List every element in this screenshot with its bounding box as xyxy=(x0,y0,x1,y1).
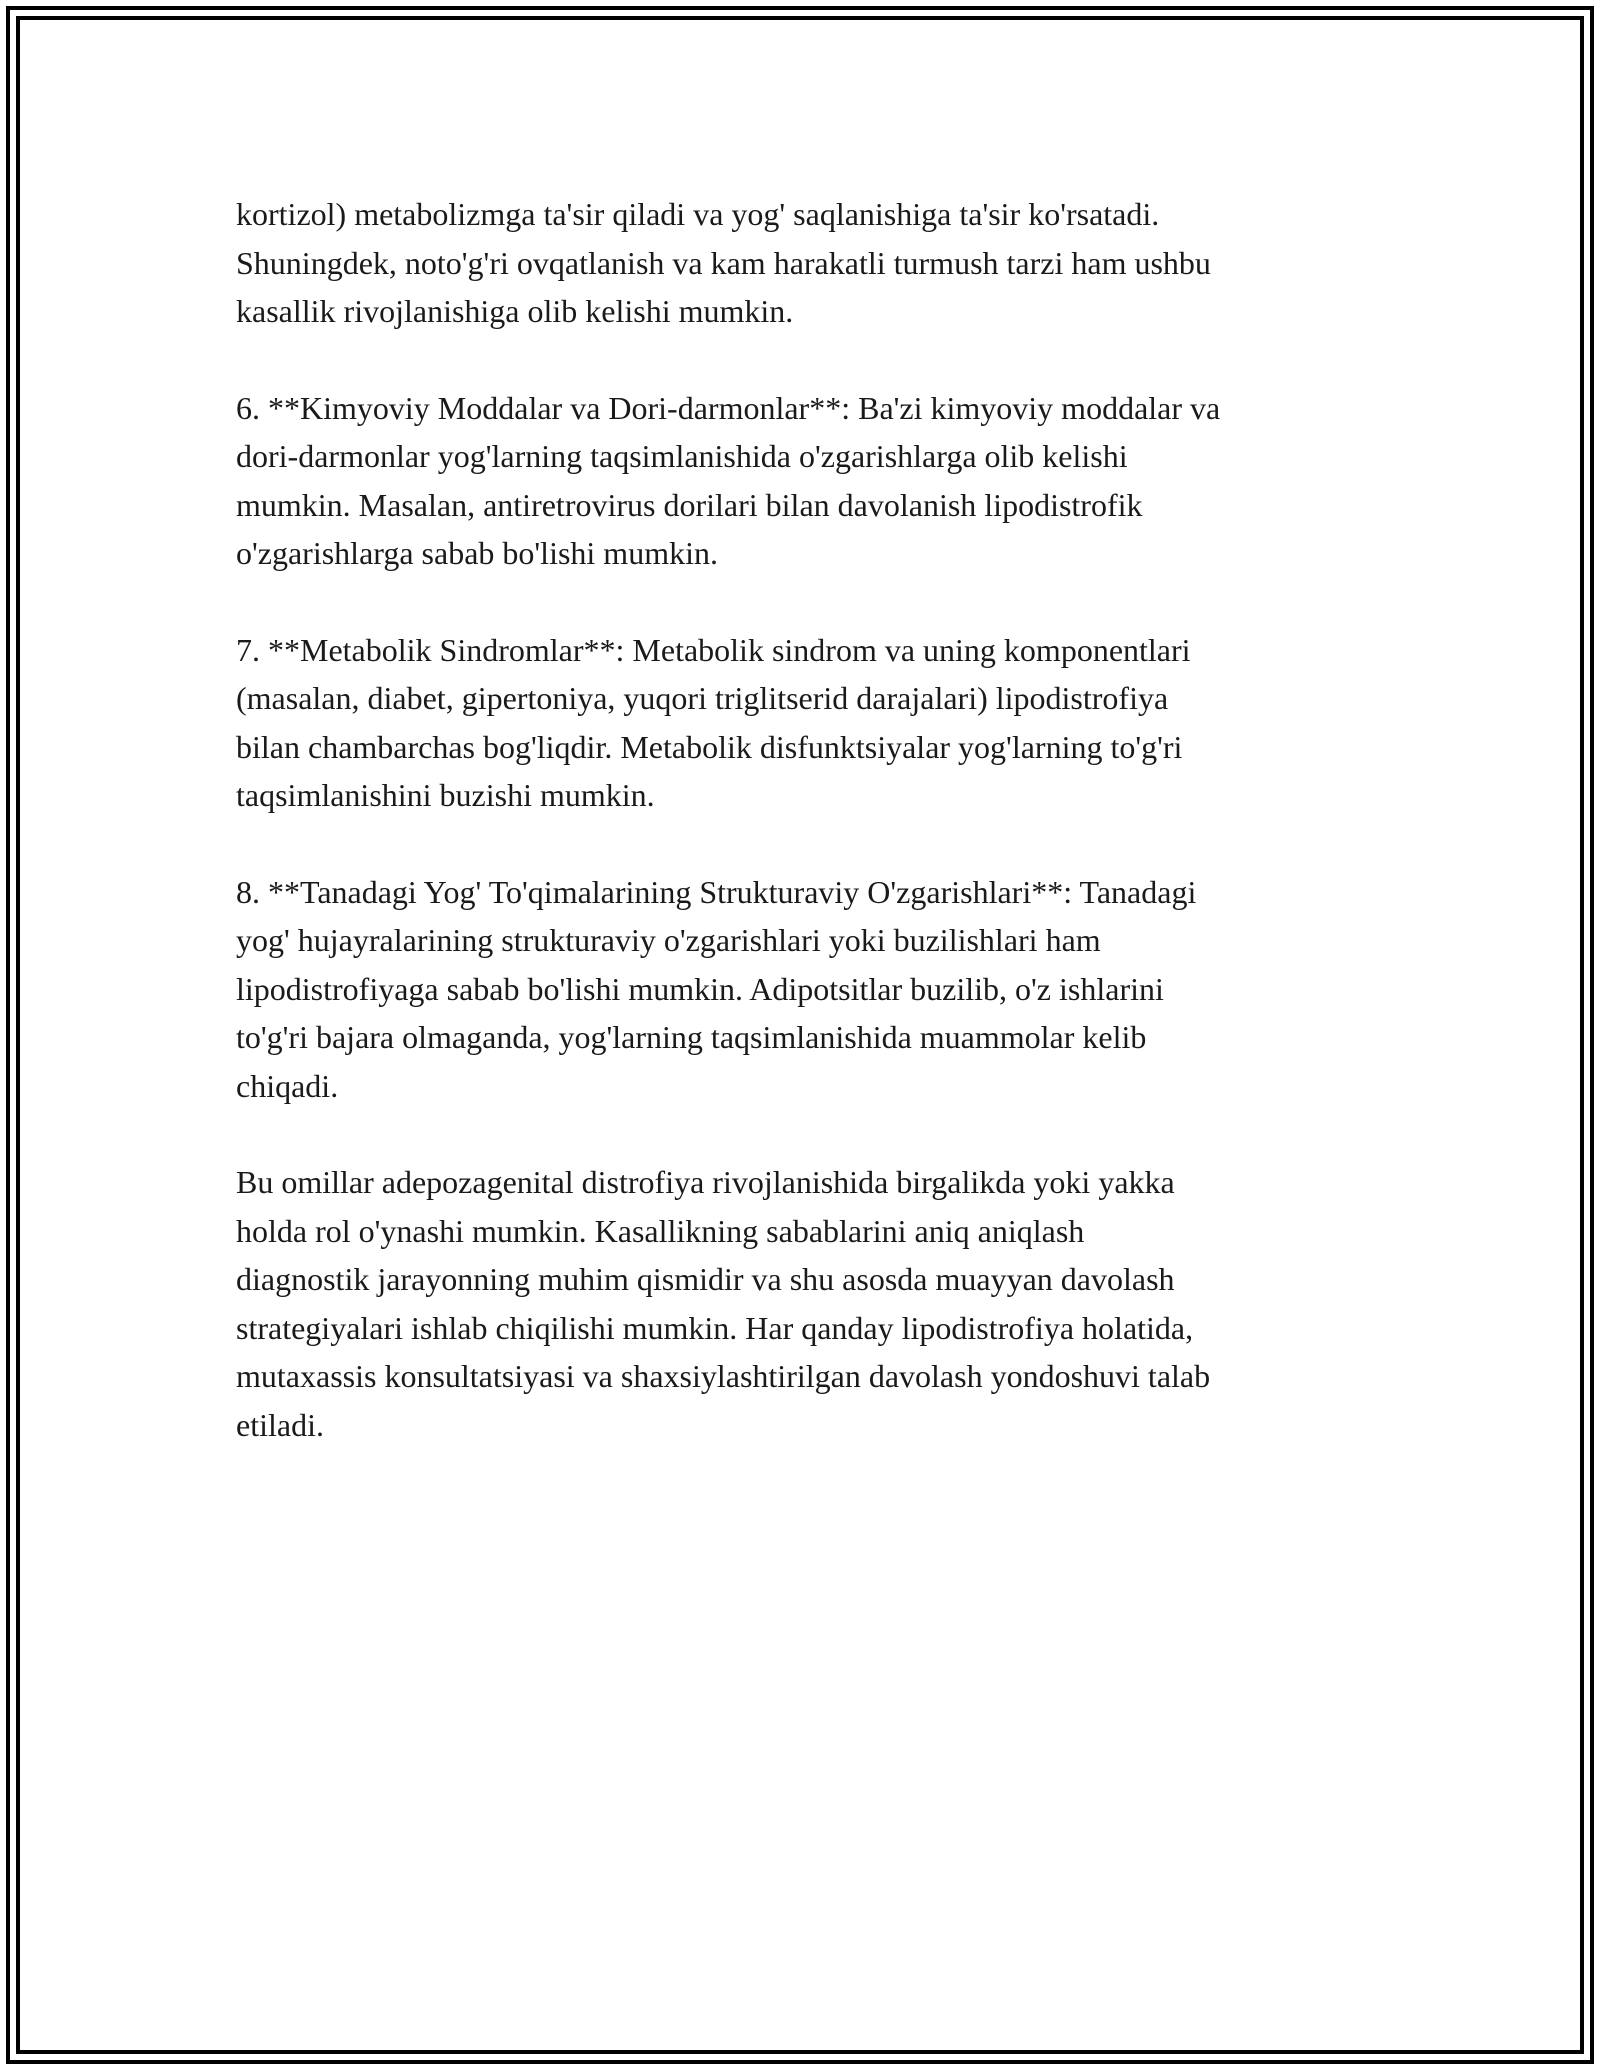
document-body xyxy=(236,190,1386,1497)
paragraph-conclusion: Bu omillar adepozagenital distrofiya rivojlanishida birgalikda yoki yakka holda rol o'ynashi mumkin. Kasallikning sabablarini aniq aniqlash diagnostik jarayonning muhim qismidir va shu asosda muayyan davolash strategiyalari ishlab chiqilishi mumkin. Har qanday lipodistrofiya holatida, mutaxassis konsultatsiyasi va shaxsiylashtirilgan davolash yondoshuvi talab etiladi. xyxy=(236,1164,1211,1443)
paragraph-item-7-metabolic-syndromes: 7. **Metabolik Sindromlar**: Metabolik sindrom va uning komponentlari (masalan, diabet, gipertoniya, yuqori triglitserid darajalari) lipodistrofiya bilan chambarchas bog'liqdir. Metabolik disfunktsiyalar yog'larning to'g'ri taqsimlanishini buzishi mumkin. xyxy=(236,631,1191,813)
paragraph-item-8-structural-changes: 8. **Tanadagi Yog' To'qimalarining Strukturaviy O'zgarishlari**: Tanadagi yog' hujayralarining strukturaviy o'zgarishlari yoki buzilishlari ham lipodistrofiyaga sabab bo'lishi mumkin. Adipotsitlar buzilib, o'z ishlarini to'g'ri bajara olmaganda, yog'larning taqsimlanishida muammolar kelib chiqadi. xyxy=(236,873,1197,1104)
paragraph-item-6-chemicals-drugs: 6. **Kimyoviy Moddalar va Dori-darmonlar**: Ba'zi kimyoviy moddalar va dori-darmonlar yog'larning taqsimlanishida o'zgarishlarga olib kelishi mumkin. Masalan, antiretrovirus dorilari bilan davolanish lipodistrofik o'zgarishlarga sabab bo'lishi mumkin. xyxy=(236,389,1221,571)
paragraph-cortisol-continuation: kortizol) metabolizmga ta'sir qiladi va yog' saqlanishiga ta'sir ko'rsatadi. Shuningdek, noto'g'ri ovqatlanish va kam harakatli turmush tarzi ham ushbu kasallik rivojlanishiga olib kelishi mumkin. xyxy=(236,196,1211,329)
